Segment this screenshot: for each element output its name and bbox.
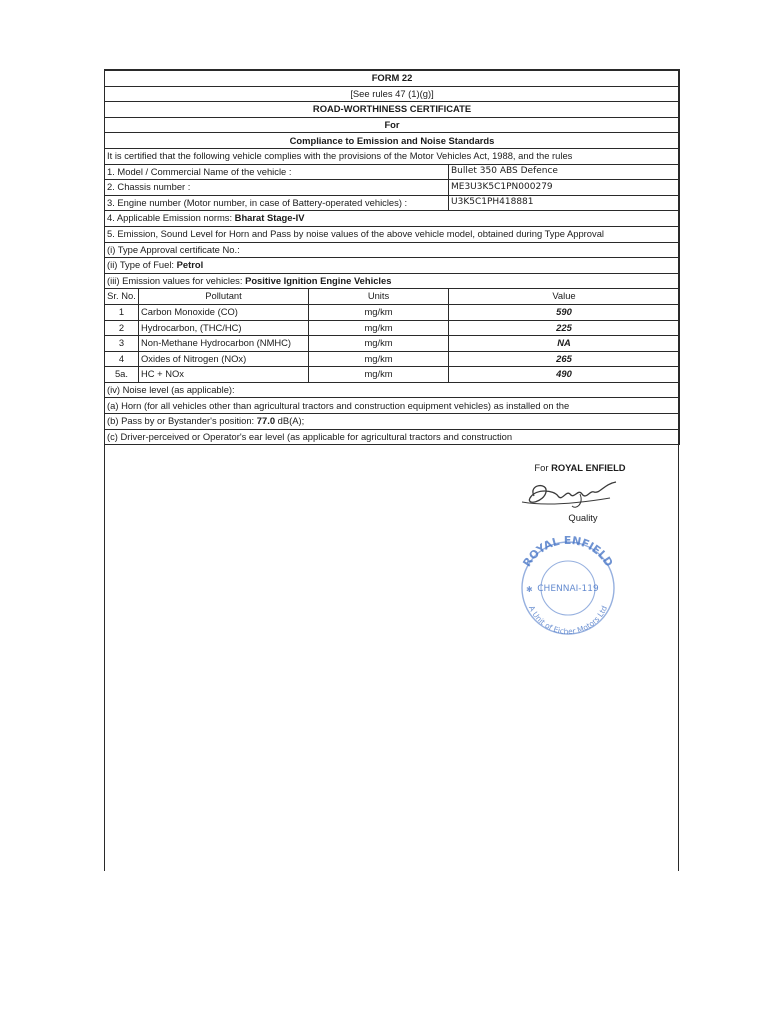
- table-row: [105, 351, 680, 367]
- signatory-company: [500, 462, 660, 473]
- header-units: Units: [309, 289, 449, 305]
- type-approval-label: (i) Type Approval certificate No.:: [105, 242, 680, 258]
- row-sr-no: 4: [105, 351, 139, 367]
- row-pollutant: Oxides of Nitrogen (NOx): [139, 351, 309, 367]
- fuel-label: (ii) Type of Fuel:: [107, 259, 175, 271]
- stamp-star-icon: ✱: [526, 585, 533, 594]
- stamp-city: CHENNAI-119: [537, 584, 599, 594]
- table-row: [105, 320, 680, 336]
- stamp-top-text: ROYAL ENFIELD: [520, 536, 616, 570]
- chassis-row: [105, 180, 680, 196]
- rule-reference-row: [105, 86, 680, 102]
- engine-value: U3K5C1PH418881: [449, 195, 680, 211]
- header-value: Value: [449, 289, 680, 305]
- emission-values: [105, 273, 680, 289]
- form-number: FORM 22: [105, 70, 680, 86]
- row-units: mg/km: [309, 304, 449, 320]
- row-pollutant: Carbon Monoxide (CO): [139, 304, 309, 320]
- row-sr-no: 3: [105, 336, 139, 352]
- row-sr-no: 2: [105, 320, 139, 336]
- noise-heading-row: [105, 382, 680, 398]
- row-sr-no: 5a.: [105, 367, 139, 383]
- certificate-title-row: [105, 102, 680, 118]
- row-value: 265: [449, 351, 680, 367]
- emission-values-row: [105, 273, 680, 289]
- section5-text: 5. Emission, Sound Level for Horn and Pass by noise values of the above vehicle model, obtained during Type Approval: [105, 226, 680, 242]
- signatory-designation: Quality: [568, 512, 598, 523]
- for-row: [105, 117, 680, 133]
- model-value: Bullet 350 ABS Defence: [449, 164, 680, 180]
- company-seal-stamp: [510, 536, 626, 636]
- engine-row: [105, 195, 680, 211]
- signature-image: [514, 476, 624, 512]
- row-value: 490: [449, 367, 680, 383]
- table-row: [105, 304, 680, 320]
- stamp-bottom-text: A Unit of Eicher Motors Ltd: [526, 604, 610, 636]
- subtitle-row: [105, 133, 680, 149]
- noise-heading: (iv) Noise level (as applicable):: [105, 382, 680, 398]
- rule-reference: [See rules 47 (1)(g)]: [105, 86, 680, 102]
- row-value: 225: [449, 320, 680, 336]
- row-value: NA: [449, 336, 680, 352]
- row-units: mg/km: [309, 351, 449, 367]
- pass-by-row: [105, 414, 680, 430]
- chassis-label: 2. Chassis number :: [105, 180, 449, 196]
- header-pollutant: Pollutant: [139, 289, 309, 305]
- statement-row: [105, 148, 680, 164]
- driver-ear-level: (c) Driver-perceived or Operator's ear level (as applicable for agricultural tractors and construction: [105, 429, 680, 445]
- fuel-row: [105, 258, 680, 274]
- row-value: 590: [449, 304, 680, 320]
- row-sr-no: 1: [105, 304, 139, 320]
- row-pollutant: Hydrocarbon, (THC/HC): [139, 320, 309, 336]
- emission-norms-row: [105, 211, 680, 227]
- certificate-table: [104, 69, 680, 445]
- for-prefix: For: [534, 462, 549, 473]
- pass-by-label: (b) Pass by or Bystander's position:: [107, 415, 255, 427]
- row-units: mg/km: [309, 336, 449, 352]
- emission-values-label: (iii) Emission values for vehicles:: [107, 274, 243, 286]
- certificate-title: ROAD-WORTHINESS CERTIFICATE: [105, 102, 680, 118]
- model-row: [105, 164, 680, 180]
- row-units: mg/km: [309, 367, 449, 383]
- horn-row: [105, 398, 680, 414]
- pass-by-unit: dB(A);: [277, 415, 305, 427]
- model-label: 1. Model / Commercial Name of the vehicle :: [105, 164, 449, 180]
- for-word: For: [105, 117, 680, 133]
- pass-by-value: 77.0: [256, 415, 276, 427]
- driver-ear-row: [105, 429, 680, 445]
- section5-row: [105, 226, 680, 242]
- emission-values-value: Positive Ignition Engine Vehicles: [245, 274, 392, 286]
- row-units: mg/km: [309, 320, 449, 336]
- emission-norms-label: 4. Applicable Emission norms:: [107, 212, 233, 224]
- header-sr-no: Sr. No.: [105, 289, 139, 305]
- table-row: [105, 336, 680, 352]
- company-name: ROYAL ENFIELD: [551, 462, 626, 473]
- row-pollutant: HC + NOx: [139, 367, 309, 383]
- chassis-value: ME3U3K5C1PN000279: [449, 180, 680, 196]
- pollutant-header-row: [105, 289, 680, 305]
- emission-norms-value: Bharat Stage-IV: [234, 212, 305, 224]
- certification-statement: It is certified that the following vehicle complies with the provisions of the Motor Vehicles Act, 1988, and the rules: [105, 148, 680, 164]
- form-number-row: [105, 70, 680, 86]
- type-approval-row: [105, 242, 680, 258]
- engine-label: 3. Engine number (Motor number, in case of Battery-operated vehicles) :: [105, 195, 449, 211]
- certificate-subtitle: Compliance to Emission and Noise Standards: [105, 133, 680, 149]
- horn-noise: (a) Horn (for all vehicles other than agricultural tractors and construction equipment vehicles) as installed on the: [105, 398, 680, 414]
- fuel-type: [105, 258, 680, 274]
- table-row: [105, 367, 680, 383]
- row-pollutant: Non-Methane Hydrocarbon (NMHC): [139, 336, 309, 352]
- fuel-value: Petrol: [176, 259, 204, 271]
- pass-by-noise: [105, 414, 680, 430]
- emission-norms: [105, 211, 680, 227]
